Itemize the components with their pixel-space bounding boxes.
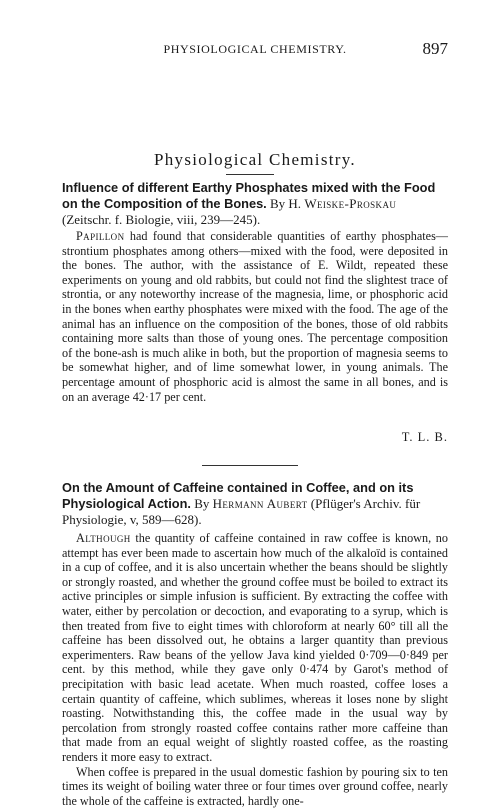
article1-body — [62, 229, 448, 404]
article-divider — [202, 465, 298, 466]
article1-body-text: had found that considerable quantities of earthy phosphates—strontium phosphates among others—mixed with the food, were deposited in the bones. The author, with the assistance of E. Wildt, repeated these experiments on young and old rabbits, but could not find the slightest trace of strontia, or any noteworthy increase of the magnesia, lime, or phosphoric acid in the bones when earthy phosphates were mixed with the food. The age of the animal has an influence on the composition of the bones, those of old rabbits containing more salts than those of young ones. The percentage composition of the bone-ash is much alike in both, but the proportion of magnesia seems to be somewhat higher, and of lime somewhat lower, in young animals. The percentage amount of phosphoric acid is almost the same in all bones, and is on an average 42·17 per cent. — [62, 229, 448, 404]
article1-citation: (Zeitschr. f. Biologie, viii, 239—245). — [62, 212, 260, 227]
running-head — [62, 42, 448, 60]
section-heading: Physiological Chemistry. — [62, 150, 448, 170]
article2-citation: (Pflüger's Archiv. für Physiologie, v, 589—628). — [62, 496, 420, 527]
article2-paragraph-1 — [62, 531, 448, 765]
article1-by: By H. — [267, 196, 305, 211]
article2-lead-word: Although — [76, 531, 131, 545]
article1-author: Weiske-Proskau — [304, 196, 396, 211]
article2-by: By — [191, 496, 213, 511]
article2-paragraph-2: When coffee is prepared in the usual domestic fashion by pouring six to ten times its weight of boiling water three or four times over ground coffee, nearly the whole of the caffeine is extracted, hardly one- — [62, 765, 448, 808]
article1-title — [62, 180, 448, 228]
section-divider — [226, 174, 274, 175]
page-number: 897 — [423, 39, 449, 59]
article2-paragraph-1-text: the quantity of caffeine contained in raw coffee is known, no attempt has ever been made to ascertain how much of the alkaloïd is contained in a cup of coffee, and it is also uncertain whether the beans should be slightly or strongly roasted, and whether the ground coffee must be boiled to extract its active principles or simple infusion is sufficient. By extracting the coffee with water, either by percolation or decoction, and evaporating to a syrup, which is then treated from five to eight times with chloroform at nearly 60° till all the caffeine has been dissolved out, he obtains a larger quantity than previous experimenters. Raw beans of the yellow Java kind yielded 0·709—0·849 per cent. by this method, while they gave only 0·474 by Garot's method of precipitation with basic lead acetate. When much roasted, coffee loses a certain quantity of caffeine, which sublimes, whereas it loses none by slight roasting. Notwithstanding this, the coffee made in the usual way by percolation from strongly roasted coffee contains rather more caffeine than that made from an equal weight of slightly roasted coffee, as the roasting renders it more easy to extract. — [62, 531, 448, 764]
article2-title — [62, 480, 448, 528]
article2-body — [62, 531, 448, 808]
article2-author: Hermann Aubert — [213, 496, 308, 511]
article1-title-text: Influence of different Earthy Phosphates mixed with the Food on the Composition of the Bones. — [62, 180, 435, 211]
running-title: PHYSIOLOGICAL CHEMISTRY. — [62, 42, 448, 57]
article1-paragraph — [62, 229, 448, 404]
article1-signature: T. L. B. — [402, 430, 448, 445]
article2-title-text: On the Amount of Caffeine contained in Coffee, and on its Physiological Action. — [62, 480, 413, 511]
article1-lead-word: Papillon — [76, 229, 124, 243]
